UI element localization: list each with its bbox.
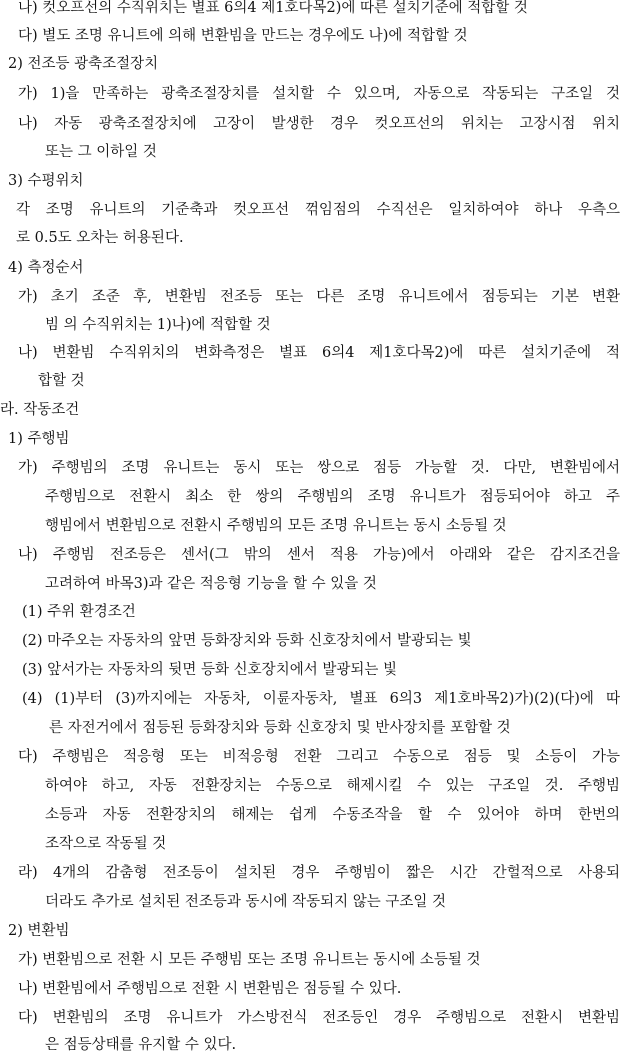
text-line: 또는 그 이하일 것 bbox=[45, 144, 157, 160]
text-line: 나) 컷오프선의 수직위치는 별표 6의4 제1호다목2)에 따른 설치기준에 적합할 것 bbox=[18, 0, 528, 16]
text-line: 다) 주행빔은 적응형 또는 비적응형 전환 그리고 수동으로 점등 및 소등이 가능 bbox=[18, 749, 620, 765]
text-line: 빔 의 수직위치는 1)나)에 적합할 것 bbox=[45, 317, 271, 333]
text-line: 주행빔으로 전환시 최소 한 쌍의 주행빔의 조명 유니트가 점등되어야 하고 주 bbox=[45, 489, 620, 505]
text-line: 른 자전거에서 점등된 등화장치와 등화 신호장치 및 반사장치를 포함할 것 bbox=[49, 720, 511, 736]
text-line: 나) 주행빔 전조등은 센서(그 밖의 센서 적용 가능)에서 아래와 같은 감지조건을 bbox=[18, 547, 620, 563]
text-line: 가) 주행빔의 조명 유니트는 동시 또는 쌍으로 점등 가능할 것. 다만, 변환빔에서 bbox=[18, 460, 620, 476]
text-line: 각 조명 유니트의 기준축과 컷오프선 꺾임점의 수직선은 일치하여야 하나 우측으 bbox=[16, 202, 620, 218]
text-line: 다) 변환빔의 조명 유니트가 가스방전식 전조등인 경우 주행빔으로 전환시 변환빔 bbox=[18, 1010, 620, 1026]
text-line: 나) 자동 광축조절장치에 고장이 발생한 경우 컷오프선의 위치는 고장시점 위치 bbox=[18, 116, 620, 132]
list-item: (3) 앞서가는 자동차의 뒷면 등화 신호장치에서 발광되는 빛 bbox=[22, 662, 397, 678]
text-line: 하여야 하고, 자동 전환장치는 수동으로 해제시킬 수 있는 구조일 것. 주행빔 bbox=[45, 778, 620, 794]
text-line: 소등과 자동 전환장치의 해제는 쉽게 수동조작을 할 수 있어야 하며 한번의 bbox=[45, 807, 620, 823]
text-line: 가) 변환빔으로 전환 시 모든 주행빔 또는 조명 유니트는 동시에 소등될 것 bbox=[18, 952, 481, 968]
section-heading: 2) 전조등 광축조절장치 bbox=[8, 56, 159, 72]
text-line: 고려하여 바목3)과 같은 적응형 기능을 할 수 있을 것 bbox=[45, 576, 377, 592]
section-heading: 3) 수평위치 bbox=[8, 173, 84, 189]
text-line: 로 0.5도 오차는 허용된다. bbox=[16, 230, 184, 246]
text-line: 가) 초기 조준 후, 변환빔 전조등 또는 다른 조명 유니트에서 점등되는 기본 변환 bbox=[18, 289, 620, 305]
list-item: (2) 마주오는 자동차의 앞면 등화장치와 등화 신호장치에서 발광되는 빛 bbox=[22, 633, 472, 649]
text-line: 다) 별도 조명 유니트에 의해 변환빔을 만드는 경우에도 나)에 적합할 것 bbox=[18, 28, 468, 44]
text-line: 더라도 추가로 설치된 전조등과 동시에 작동되지 않는 구조일 것 bbox=[45, 894, 447, 910]
text-line: 라) 4개의 감춤형 전조등이 설치된 경우 주행빔이 짧은 시간 간헐적으로 사용되 bbox=[18, 865, 620, 881]
section-heading: 2) 변환빔 bbox=[8, 923, 70, 939]
section-heading: 라. 작동조건 bbox=[0, 402, 80, 418]
section-heading: 4) 측정순서 bbox=[8, 260, 84, 276]
text-line: 행빔에서 변환빔으로 전환시 주행빔의 모든 조명 유니트는 동시 소등될 것 bbox=[45, 518, 507, 534]
list-item: (1) 주위 환경조건 bbox=[22, 604, 136, 620]
text-line: 나) 변환빔 수직위치의 변화측정은 별표 6의4 제1호다목2)에 따른 설치기준에 적 bbox=[18, 345, 620, 361]
text-line: 가) 1)을 만족하는 광축조절장치를 설치할 수 있으며, 자동으로 작동되는 구조일 것 bbox=[18, 86, 620, 102]
list-item: (4) (1)부터 (3)까지에는 자동차, 이륜자동차, 별표 6의3 제1호바목2)가)(2)(다)에 따 bbox=[22, 691, 620, 707]
text-line: 조작으로 작동될 것 bbox=[45, 836, 167, 852]
text-line: 합할 것 bbox=[38, 373, 85, 389]
text-line: 은 점등상태를 유지할 수 있다. bbox=[45, 1037, 237, 1053]
section-heading: 1) 주행빔 bbox=[8, 431, 70, 447]
text-line: 나) 변환빔에서 주행빔으로 전환 시 변환빔은 점등될 수 있다. bbox=[18, 981, 402, 997]
